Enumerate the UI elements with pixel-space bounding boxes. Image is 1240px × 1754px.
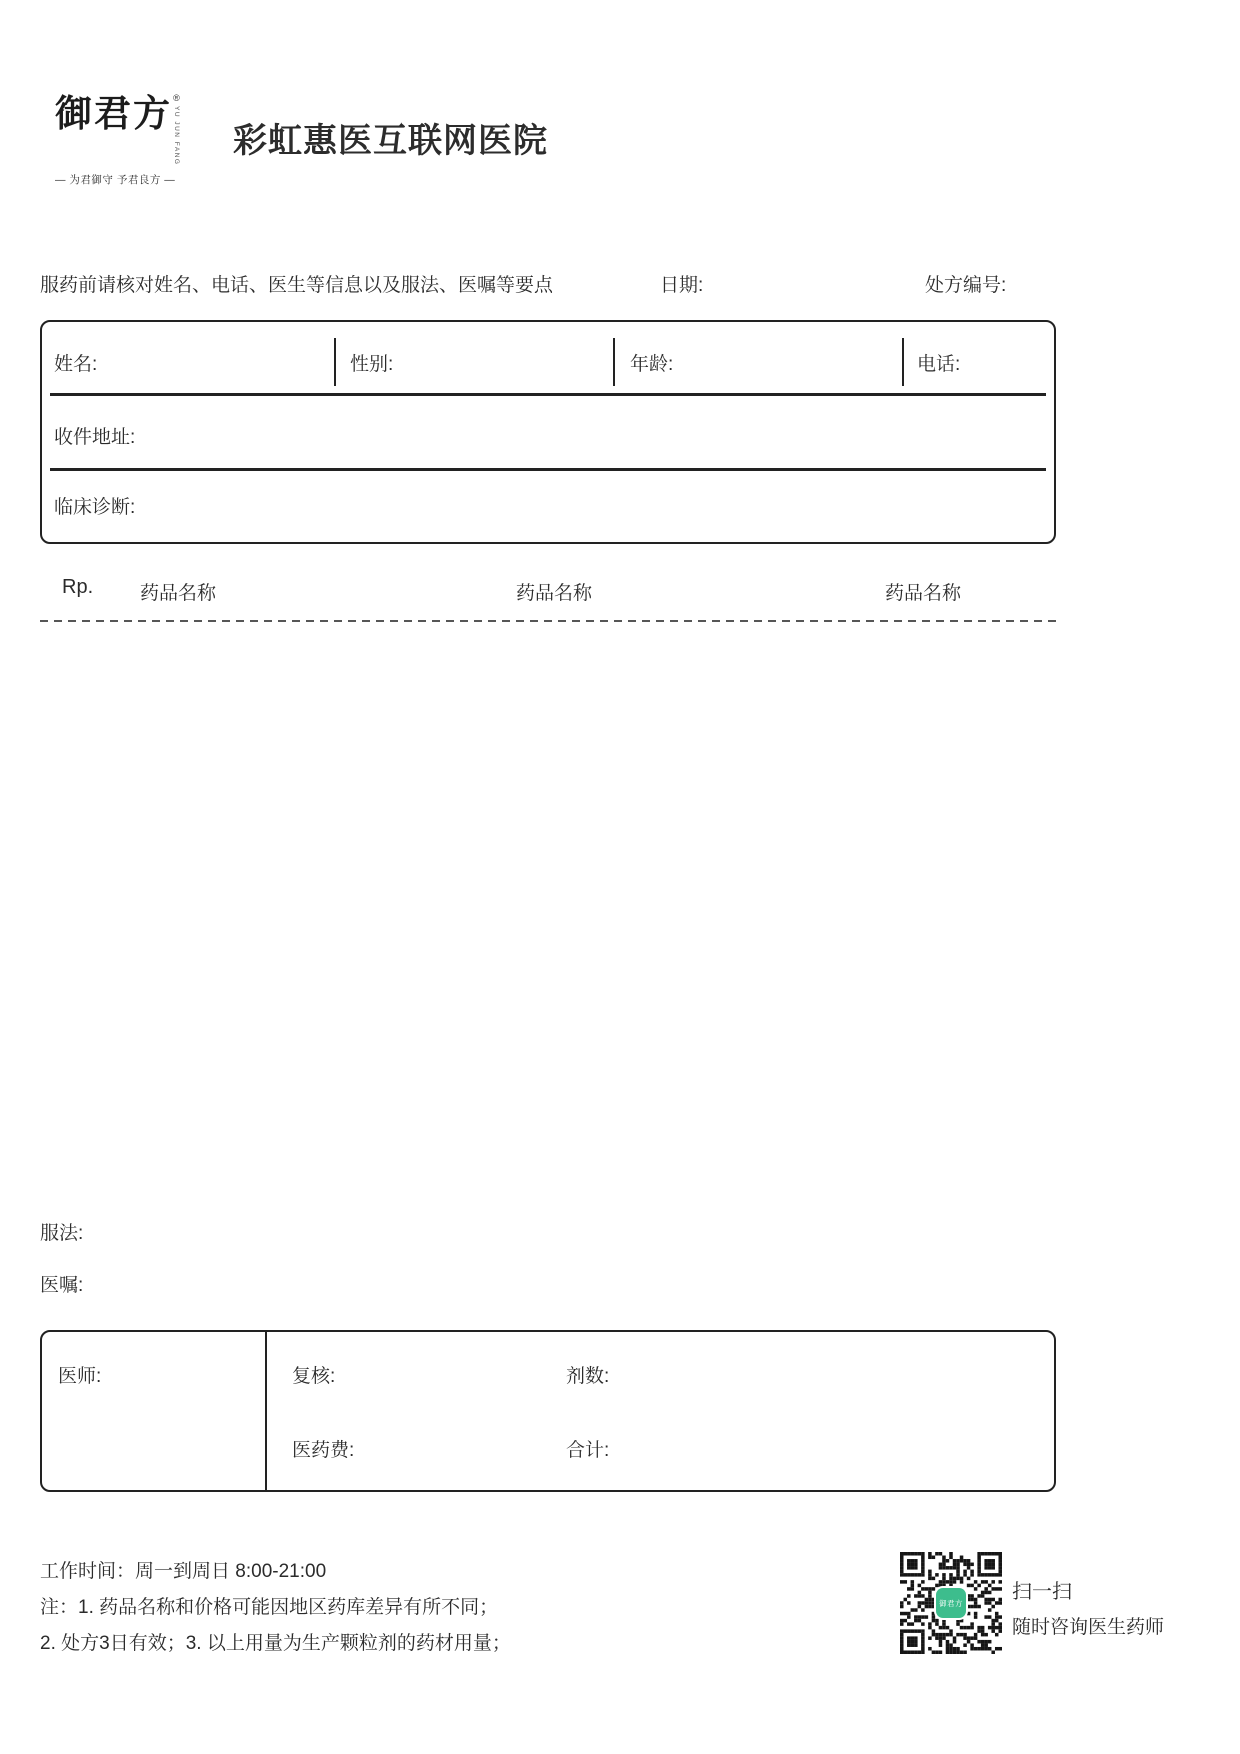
drug-name-column-header: 药品名称 <box>516 583 593 604</box>
drug-name-column-header: 药品名称 <box>140 583 217 604</box>
patient-gender-label: 性别: <box>350 354 394 375</box>
clinical-diagnosis-label: 临床诊断: <box>54 497 136 518</box>
drug-name-column-header: 药品名称 <box>885 583 962 604</box>
scan-description: 随时咨询医生药师 <box>1012 1617 1165 1638</box>
column-divider <box>334 338 336 386</box>
shipping-address-label: 收件地址: <box>54 427 136 448</box>
physician-label: 医师: <box>58 1366 102 1387</box>
doses-count-label: 剂数: <box>566 1366 610 1387</box>
work-hours: 工作时间：周一到周日 8:00-21:00 <box>40 1561 327 1582</box>
registered-trademark-icon: ® <box>173 93 180 103</box>
patient-age-label: 年龄: <box>630 354 674 375</box>
date-label: 日期: <box>660 275 704 296</box>
usage-label: 服法: <box>40 1223 84 1244</box>
logo-tagline: — 为君御守 予君良方 — <box>55 174 176 187</box>
brand-logo <box>55 94 180 187</box>
dashed-separator <box>40 620 1056 622</box>
column-divider <box>265 1332 267 1490</box>
patient-info-box <box>40 320 1056 544</box>
logo-wordmark: 御君方 <box>55 94 172 135</box>
patient-phone-label: 电话: <box>917 354 961 375</box>
row-divider <box>50 468 1046 471</box>
qr-code <box>900 1552 1002 1654</box>
logo-vertical-text: YU JUN FANG <box>173 106 180 166</box>
row-divider <box>50 393 1046 396</box>
column-divider <box>613 338 615 386</box>
scan-label: 扫一扫 <box>1012 1581 1072 1603</box>
rp-label: Rp. <box>62 576 94 598</box>
verification-notice: 服药前请核对姓名、电话、医生等信息以及服法、医嘱等要点 <box>40 275 554 296</box>
review-label: 复核: <box>292 1366 336 1387</box>
qr-center-logo: 御君方 <box>936 1588 966 1618</box>
column-divider <box>902 338 904 386</box>
logo-row <box>55 94 180 165</box>
hospital-name: 彩虹惠医互联网医院 <box>233 122 548 160</box>
medicine-fee-label: 医药费: <box>292 1440 355 1461</box>
note-line-1: 注：1. 药品名称和价格可能因地区药库差异有所不同； <box>40 1597 499 1618</box>
prescription-number-label: 处方编号: <box>925 275 1007 296</box>
total-label: 合计: <box>566 1440 610 1461</box>
patient-name-label: 姓名: <box>54 354 98 375</box>
note-line-2: 2. 处方3日有效；3. 以上用量为生产颗粒剂的药材用量； <box>40 1633 511 1654</box>
doctor-advice-label: 医嘱: <box>40 1275 84 1296</box>
logo-side-marks <box>173 94 180 165</box>
signoff-box <box>40 1330 1056 1492</box>
